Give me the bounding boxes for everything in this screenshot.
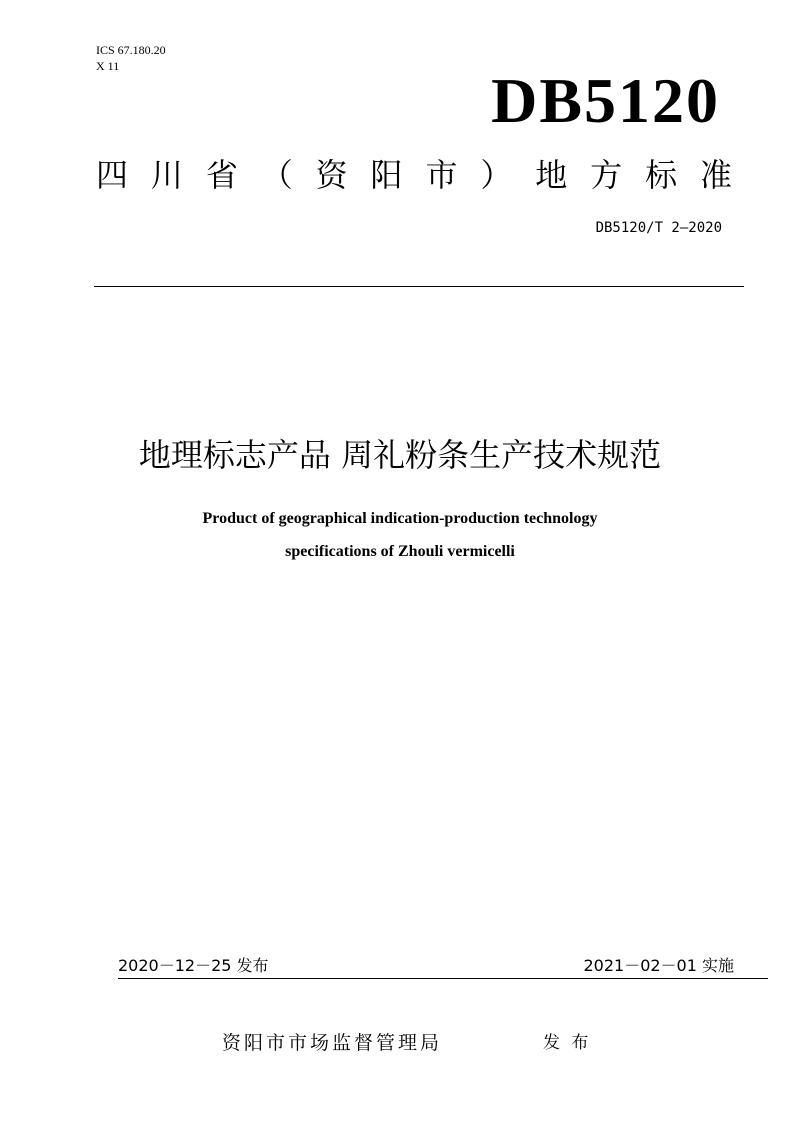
ccs-code: X 11 — [96, 59, 120, 73]
issuing-action: 发 布 — [543, 1033, 589, 1053]
title-chinese: 地理标志产品 周礼粉条生产技术规范 — [138, 436, 662, 474]
publish-date: 2020－12－25 发布 — [118, 956, 269, 975]
standard-type-char: ） — [480, 156, 513, 194]
standard-type-char: 方 — [590, 156, 623, 194]
standard-type-char: 阳 — [370, 156, 403, 194]
standard-type-char: 川 — [150, 156, 183, 194]
title-english-line-1: Product of geographical indication-production technology — [202, 510, 598, 527]
standard-type-char: 地 — [535, 156, 568, 194]
footer-divider — [118, 978, 768, 979]
standard-type-char: 标 — [645, 156, 678, 194]
title-english — [0, 502, 800, 568]
header-divider — [94, 286, 744, 287]
standard-type-char: 资 — [315, 156, 348, 194]
title-english-line-2: specifications of Zhouli vermicelli — [285, 543, 515, 560]
standard-type-char: 省 — [205, 156, 238, 194]
date-row — [118, 955, 768, 979]
standard-type-char: （ — [260, 156, 293, 194]
standard-code: DB5120 — [491, 65, 720, 136]
issuing-authority: 资阳市市场监督管理局 — [222, 1032, 443, 1054]
standard-type-char: 准 — [699, 156, 732, 194]
ics-code: ICS 67.180.20 — [96, 43, 166, 57]
effective-date: 2021－02－01 实施 — [583, 956, 734, 975]
standard-type-char: 市 — [425, 156, 458, 194]
classification-codes — [96, 42, 166, 74]
standard-number: DB5120/T 2—2020 — [595, 220, 722, 236]
standard-type-char: 四 — [96, 156, 129, 194]
standard-type — [96, 152, 732, 198]
